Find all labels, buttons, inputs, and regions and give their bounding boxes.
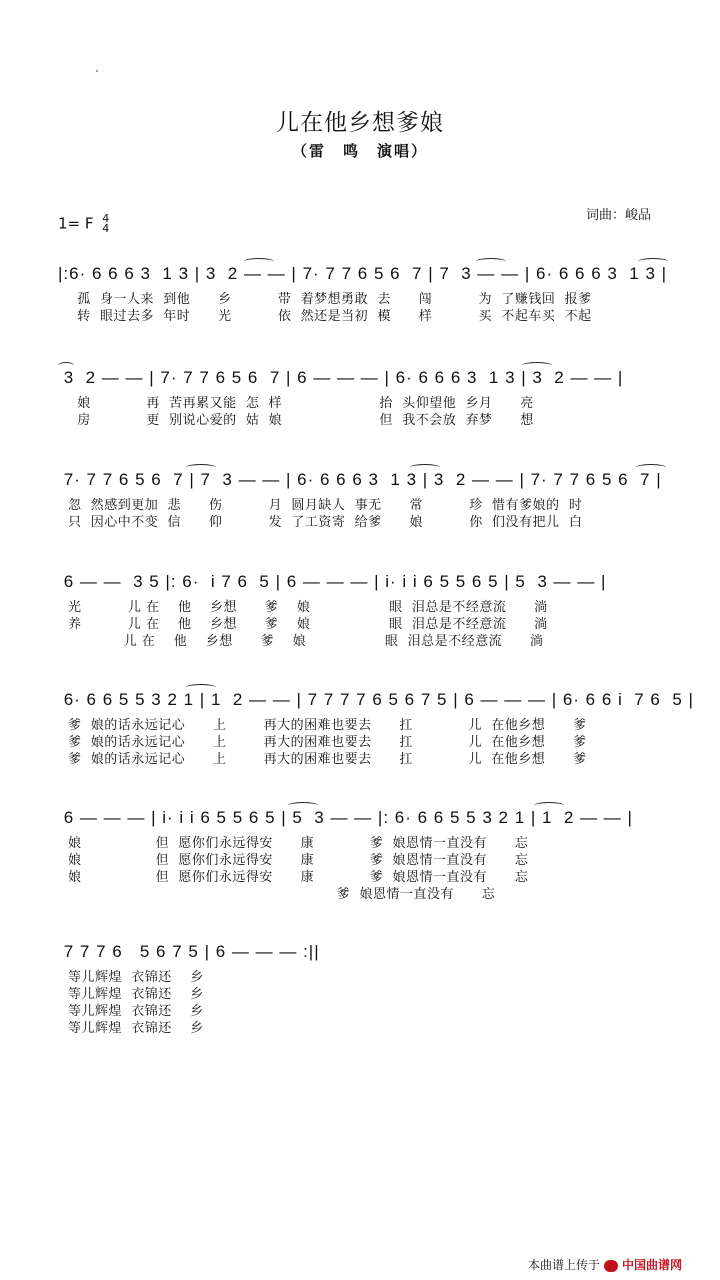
site-logo-icon (604, 1260, 618, 1272)
key-label: 1= F (58, 214, 94, 233)
slur (186, 464, 216, 471)
lyric-line: 娘 但 愿你们永远得安 康 爹 娘恩情一直没有 忘 (68, 870, 529, 885)
slur (522, 362, 552, 369)
lyric-line: 爹 娘恩情一直没有 忘 (68, 887, 496, 902)
source-footer (528, 1256, 682, 1273)
lyric-line: 转 眼过去多 年时 光 依 然还是当初 模 样 买 不起车买 不起 (68, 309, 592, 324)
lyric-line: 房 更 别说心爱的 姑 娘 但 我不会放 弃梦 想 (68, 413, 534, 428)
lyric-line: 等儿辉煌 衣锦还 乡 (68, 970, 204, 985)
lyric-line: 只 因心中不变 信 仰 发 了工资寄 给爹 娘 你 们没有把儿 白 (68, 515, 583, 530)
note-line: 6 — — 3 5 |: 6· i 7 6 5 | 6 — — — | i· i i 6 5 5 6 5 | 5 3 — — | (58, 572, 607, 591)
lyricist-composer-credit: 词曲：峻品 (586, 208, 652, 223)
score-system-5 (58, 690, 694, 767)
score-system-6 (58, 808, 664, 902)
key-signature (58, 214, 109, 234)
score-system-2 (58, 368, 664, 428)
lyric-line: 光 儿 在 他 乡想 爹 娘 眼 泪总是不经意流 淌 (68, 600, 548, 615)
score-system-4 (58, 572, 664, 649)
score-system-3 (58, 470, 664, 530)
time-top: 4 (102, 212, 110, 225)
note-line: |:6· 6 6 6 3 1 3 | 3 2 — — | 7· 7 7 6 5 6 7 | 7 3 — — | 6· 6 6 6 3 1 3 | (58, 264, 668, 283)
time-bottom: 4 (102, 222, 110, 235)
slur (244, 258, 274, 265)
note-line: 3 2 — — | 7· 7 7 6 5 6 7 | 6 — — — | 6· 6 6 6 3 1 3 | 3 2 — — | (58, 368, 624, 387)
lyric-line: 娘 但 愿你们永远得安 康 爹 娘恩情一直没有 忘 (68, 836, 529, 851)
slur (534, 802, 564, 809)
note-line: 7 7 7 6 5 6 7 5 | 6 — — — :|| (58, 942, 320, 961)
score-system-7 (58, 942, 664, 1036)
slur (186, 684, 216, 691)
slur (638, 258, 668, 265)
note-line: 6· 6 6 5 5 3 2 1 | 1 2 — — | 7 7 7 7 6 5 6 7 5 | 6 — — — | 6· 6 6 i 7 6 5 | (58, 690, 694, 709)
lyric-line: 等儿辉煌 衣锦还 乡 (68, 1021, 204, 1036)
lyric-line: 等儿辉煌 衣锦还 乡 (68, 1004, 204, 1019)
upload-label: 本曲谱上传于 (528, 1258, 601, 1272)
lyric-line: 孤 身一人来 到他 乡 带 着梦想勇敢 去 闯 为 了赚钱回 报爹 (68, 292, 592, 307)
song-title: 儿在他乡想爹娘 (276, 110, 444, 136)
note-line: 6 — — — | i· i i 6 5 5 6 5 | 5 3 — — |: 6· 6 6 5 5 3 2 1 | 1 2 — — | (58, 808, 633, 827)
lyric-line: 娘 再 苦再累又能 怎 样 抬 头仰望他 乡月 亮 (68, 396, 534, 411)
slur (288, 802, 318, 809)
slur (58, 362, 74, 369)
lyric-line: 爹 娘的话永远记心 上 再大的困难也要去 扛 儿 在他乡想 爹 (68, 752, 587, 767)
slur (476, 258, 506, 265)
note-line: 7· 7 7 6 5 6 7 | 7 3 — — | 6· 6 6 6 3 1 3 | 3 2 — — | 7· 7 7 6 5 6 7 | (58, 470, 662, 489)
site-brand[interactable]: 中国曲谱网 (622, 1258, 683, 1272)
performer-subtitle: （雷 鸣 演唱） (291, 142, 428, 160)
lyric-line: 忽 然感到更加 悲 伤 月 圆月缺人 事无 常 珍 惜有爹娘的 时 (68, 498, 583, 513)
lyric-line: 娘 但 愿你们永远得安 康 爹 娘恩情一直没有 忘 (68, 853, 529, 868)
lyric-line: 等儿辉煌 衣锦还 乡 (68, 987, 204, 1002)
slur (410, 464, 440, 471)
lyric-line: 养 儿 在 他 乡想 爹 娘 眼 泪总是不经意流 淌 (68, 617, 548, 632)
stray-mark (96, 70, 98, 72)
slur (636, 464, 666, 471)
lyric-line: 爹 娘的话永远记心 上 再大的困难也要去 扛 儿 在他乡想 爹 (68, 718, 587, 733)
lyric-line: 儿 在 他 乡想 爹 娘 眼 泪总是不经意流 淌 (68, 634, 544, 649)
lyric-line: 爹 娘的话永远记心 上 再大的困难也要去 扛 儿 在他乡想 爹 (68, 735, 587, 750)
time-signature (102, 214, 109, 234)
score-system-1 (58, 264, 668, 324)
